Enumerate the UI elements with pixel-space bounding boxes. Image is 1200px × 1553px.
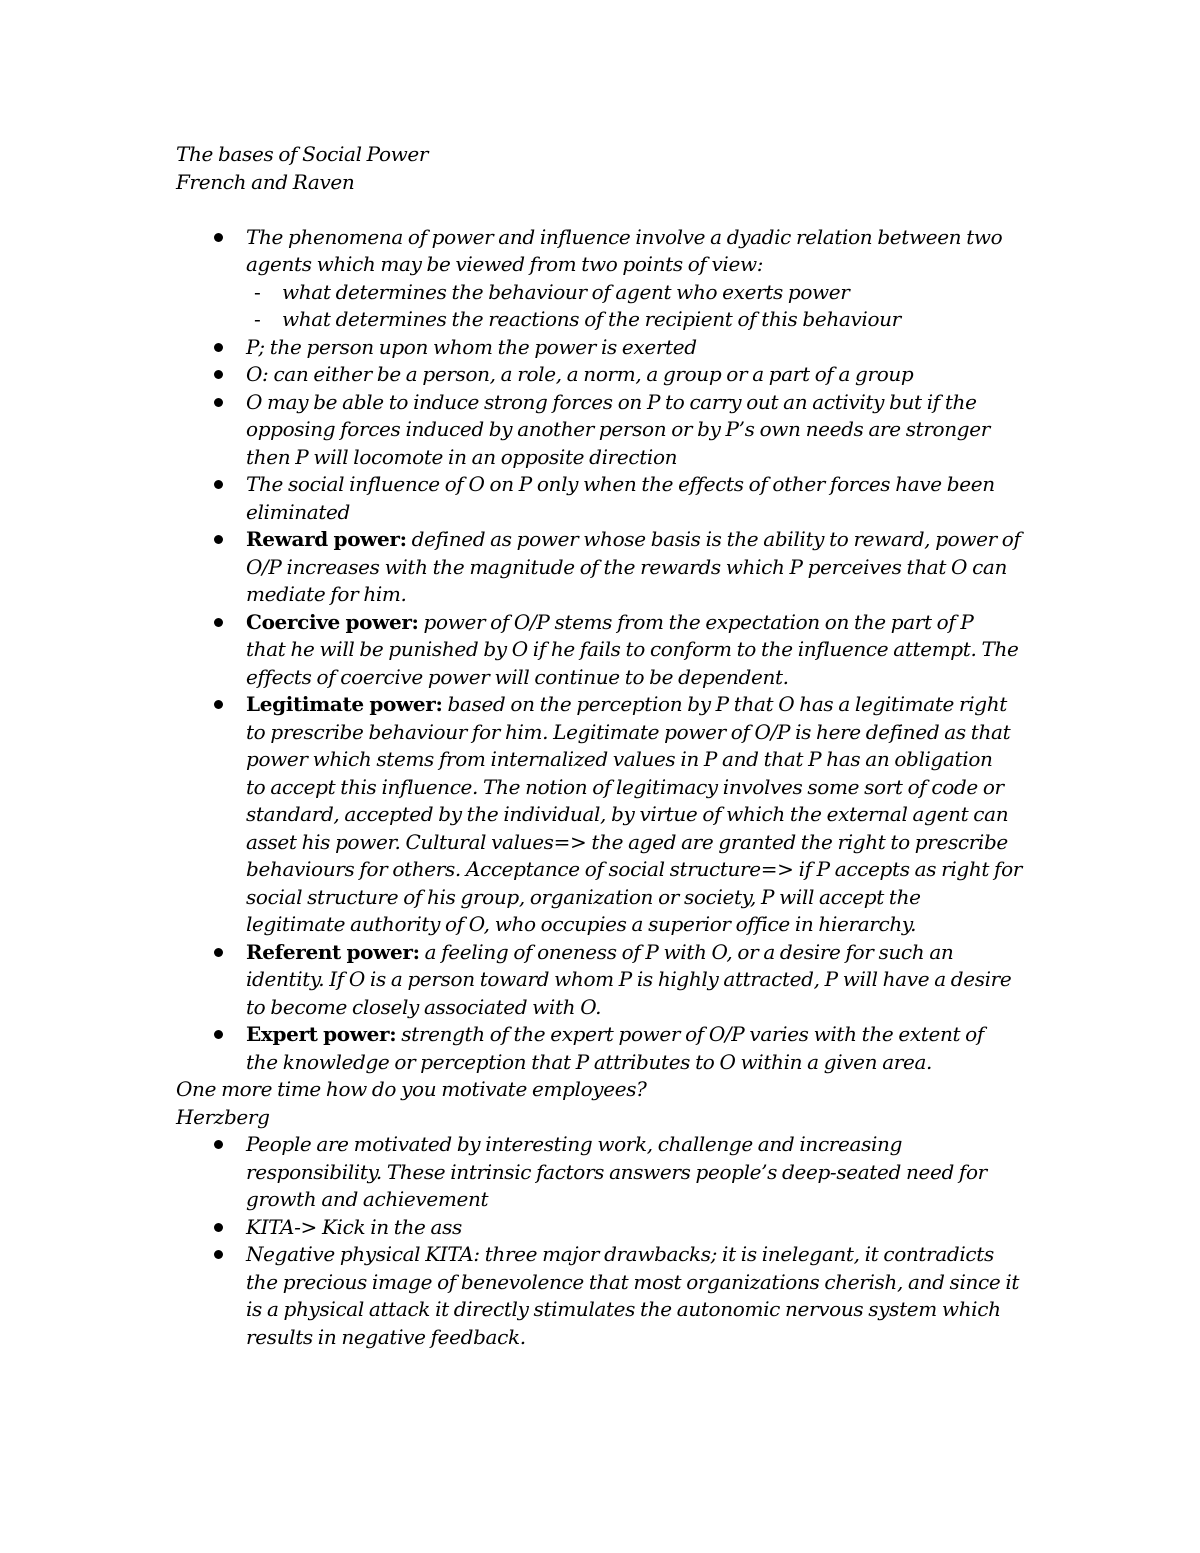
sub-list-item: - what determines the behaviour of agent who exerts power	[246, 279, 1056, 307]
list-item: O may be able to induce strong forces on P to carry out an activity but if the opposing forces induced by another person or by P’s own needs are stronger then P will locomote in an opposite direction	[176, 389, 1056, 472]
bullet-icon	[214, 1223, 223, 1232]
list-item-legitimate-power: Legitimate power: based on the perception by P that O has a legitimate right to prescribe behaviour for him. Legitimate power of O/P is here defined as that power which stems from internalized values in P and that P has an obligation to accept this influence. The notion of legitimacy involves some sort of code or standard, accepted by the individual, by virtue of which the external agent can asset his power. Cultural values=> the aged are granted the right to prescribe behaviours for others. Acceptance of social structure=> if P accepts as right for social structure of his group, organization or society, P will accept the legitimate authority of O, who occupies a superior office in hierarchy.	[176, 691, 1056, 939]
list-item: P; the person upon whom the power is exerted	[176, 334, 1056, 362]
sub-list	[246, 279, 1056, 334]
bullet-icon	[214, 948, 223, 957]
bullet-icon	[214, 370, 223, 379]
section-question: One more time how do you motivate employees?	[176, 1077, 647, 1101]
bullet-icon	[214, 1030, 223, 1039]
term-label: Expert power:	[246, 1022, 397, 1046]
term-label: Referent power:	[246, 939, 420, 964]
social-power-bullet-list	[176, 224, 1056, 1077]
term-label: Reward power:	[246, 527, 407, 551]
list-item-referent-power: Referent power: a feeling of oneness of P with O, or a desire for such an identity. If O is a person toward whom P is highly attracted, P will have a desire to become closely associated with O.	[176, 939, 1056, 1022]
herzberg-bullet-list	[176, 1131, 1056, 1351]
bullet-icon	[214, 618, 223, 627]
bullet-icon	[214, 1140, 223, 1149]
bullet-icon	[214, 233, 223, 242]
list-item: O: can either be a person, a role, a norm, a group or a part of a group	[176, 361, 1056, 389]
bullet-icon	[214, 1250, 223, 1259]
bullet-icon	[214, 343, 223, 352]
term-label: Legitimate power:	[246, 692, 443, 716]
bullet-icon	[214, 535, 223, 544]
blank-line	[176, 196, 1056, 224]
list-item: Negative physical KITA: three major drawbacks; it is inelegant, it contradicts the precious image of benevolence that most organizations cherish, and since it is a physical attack it directly stimulates the autonomic nervous system which results in negative feedback.	[176, 1241, 1056, 1351]
list-item: The social influence of O on P only when the effects of other forces have been eliminated	[176, 471, 1056, 526]
list-item-reward-power: Reward power: defined as power whose basis is the ability to reward, power of O/P increases with the magnitude of the rewards which P perceives that O can mediate for him.	[176, 526, 1056, 609]
list-item: People are motivated by interesting work, challenge and increasing responsibility. These intrinsic factors answers people’s deep-seated need for growth and achievement	[176, 1131, 1056, 1214]
dash-marker: -	[254, 307, 261, 331]
list-item-coercive-power: Coercive power: power of O/P stems from the expectation on the part of P that he will be punished by O if he fails to conform to the influence attempt. The effects of coercive power will continue to be dependent.	[176, 609, 1056, 692]
bullet-icon	[214, 398, 223, 407]
section-author: Herzberg	[176, 1104, 270, 1129]
document-authors: French and Raven	[176, 169, 355, 194]
bullet-icon	[214, 480, 223, 489]
list-item: KITA-> Kick in the ass	[176, 1214, 1056, 1242]
dash-marker: -	[254, 279, 261, 304]
document-title: The bases of Social Power	[176, 142, 429, 166]
list-item: The phenomena of power and influence involve a dyadic relation between two agents which may be viewed from two points of view: - what determines the behaviour of agent who exerts power - what determines the reactions of the recipient of this behaviour	[176, 224, 1056, 334]
bullet-icon	[214, 700, 223, 709]
term-label: Coercive power:	[246, 609, 419, 634]
list-item-expert-power: Expert power: strength of the expert power of O/P varies with the extent of the knowledge or perception that P attributes to O within a given area.	[176, 1021, 1056, 1076]
document-page	[176, 141, 1056, 1351]
sub-list-item: - what determines the reactions of the recipient of this behaviour	[246, 306, 1056, 334]
